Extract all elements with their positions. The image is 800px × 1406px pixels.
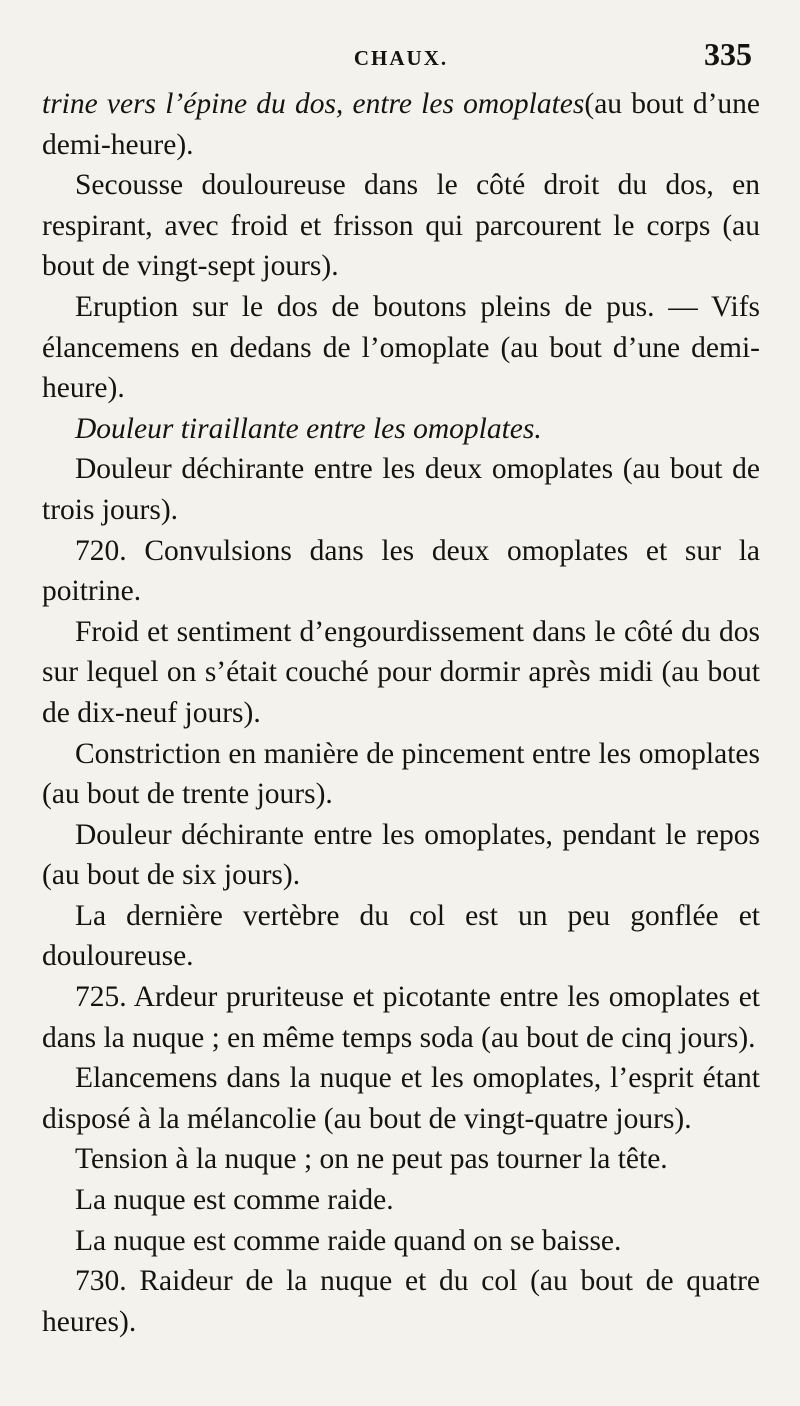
paragraph: Douleur déchirante entre les deux omoplates (au bout de trois jours). [42, 453, 760, 526]
paragraph: Froid et sentiment d’engourdissement dans le côté du dos sur lequel on s’était couché pour dormir après midi (au bout de dix-neuf jours). [42, 615, 760, 729]
paragraph: La nuque est comme raide quand on se baisse. [75, 1224, 622, 1257]
running-title: CHAUX. [353, 46, 449, 70]
page-number: 335 [704, 36, 752, 72]
numbered-paragraph: 720. Convulsions dans les deux omoplates et sur la poitrine. [42, 534, 760, 608]
paragraph: La nuque est comme raide. [75, 1184, 394, 1217]
paragraph: Secousse douloureuse dans le côté droit du dos, en respirant, avec froid et frisson qui parcourent le corps (au bout de vingt-sept jours). [42, 169, 760, 283]
paragraph: Constriction en manière de pincement entre les omoplates (au bout de trente jours). [42, 737, 760, 811]
paragraph: Elancemens dans la nuque et les omoplates, l’esprit étant disposé à la mélancolie (au bout de vingt-quatre jours). [42, 1062, 760, 1135]
running-header [42, 34, 760, 84]
paragraph: Tension à la nuque ; on ne peut pas tourner la tête. [75, 1143, 668, 1176]
paragraph-fragment: (au bout d’une demi-heure). [42, 88, 760, 161]
paragraph: Eruption sur le dos de boutons pleins de pus. — Vifs élancemens en dedans de l’omoplate (au bout d’une demi-heure). [42, 290, 760, 405]
paragraph-italic-fragment: trine vers l’épine du dos, entre les omoplates [42, 88, 585, 120]
page-body [42, 84, 760, 1342]
paragraph: Douleur déchirante entre les omoplates, pendant le repos (au bout de six jours). [42, 818, 760, 892]
numbered-paragraph: 730. Raideur de la nuque et du col (au bout de quatre heures). [42, 1265, 760, 1338]
numbered-paragraph: 725. Ardeur pruriteuse et picotante entre les omoplates et dans la nuque ; en même temps soda (au bout de cinq jours). [42, 981, 760, 1054]
paragraph-italic: Douleur tiraillante entre les omoplates. [75, 412, 542, 445]
paragraph: La dernière vertèbre du col est un peu gonflée et douloureuse. [42, 899, 760, 973]
paragraph-continued [42, 84, 760, 165]
